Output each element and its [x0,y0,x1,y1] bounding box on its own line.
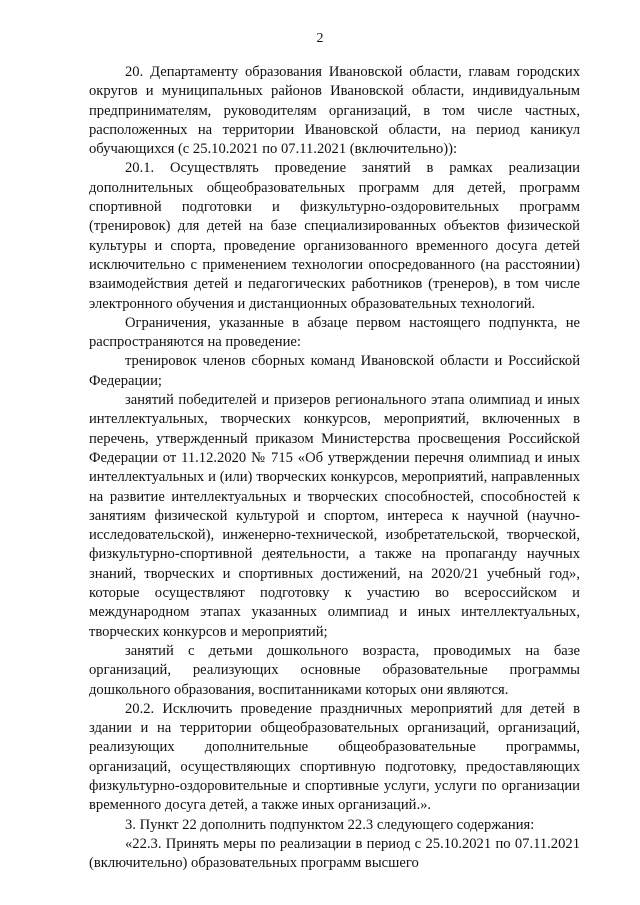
paragraph-subitem-22-3: «22.3. Принять меры по реализации в период с 25.10.2021 по 07.11.2021 (включительно) образовательных программ высшего [89,835,580,872]
page-number: 2 [316,31,324,46]
document-body [89,63,580,873]
paragraph-subitem-20-2: 20.2. Исключить проведение праздничных мероприятий для детей в здании и на территории общеобразовательных организаций, организаций, реализующих дополнительные общеобразовательные программы, организаций, осуществляющих спортивную подготовку, предоставляющих физкультурно-оздоровительные и спортивные услуги, услуги по организации временного досуга детей, а также иных организаций.». [89,700,580,814]
paragraph-exception-teams: тренировок членов сборных команд Ивановской области и Российской Федерации; [89,353,580,389]
paragraph-exception-preschool: занятий с детьми дошкольного возраста, проводимых на базе организаций, реализующих основные образовательные программы дошкольного образования, воспитанниками которых они являются. [89,642,580,698]
paragraph-restrictions-intro: Ограничения, указанные в абзаце первом настоящего подпункта, не распространяются на проведение: [89,314,580,351]
paragraph-exception-olympiad-winners: занятий победителей и призеров регионального этапа олимпиад и иных интеллектуальных, творческих конкурсов, мероприятий, включенных в перечень, утвержденный приказом Министерства просвещения Российской Федерации от 11.12.2020 № 715 «Об утверждении перечня олимпиад и иных интеллектуальных и (или) творческих конкурсов, мероприятий, направленных на развитие интеллектуальных и творческих способностей, способностей к занятиям физической культурой и спортом, интереса к научной (научно-исследовательской), инженерно-технической, изобретательской, творческой, физкультурно-спортивной деятельности, а также на пропаганду научных знаний, творческих и спортивных достижений, на 2020/21 учебный год», которые осуществляют подготовку к участию во всероссийском и международном этапах указанных олимпиад и иных интеллектуальных, творческих конкурсов и мероприятий; [89,392,580,640]
paragraph-subitem-20-1: 20.1. Осуществлять проведение занятий в рамках реализации дополнительных общеобразовательных программ для детей, программ спортивной подготовки и физкультурно-оздоровительных программ (тренировок) для детей на базе специализированных объектов физической культуры и спорта, проведение организованного временного досуга детей исключительно с применением технологии опосредованного (на расстоянии) взаимодействия детей и педагогических работников (тренеров), в том числе электронного обучения и дистанционных образовательных технологий. [89,160,580,312]
paragraph-item-3: 3. Пункт 22 дополнить подпунктом 22.3 следующего содержания: [125,816,535,833]
paragraph-item-20: 20. Департаменту образования Ивановской области, главам городских округов и муниципальных районов Ивановской области, индивидуальным предпринимателям, руководителям организаций, в том числе частных, расположенных на территории Ивановской области, на период каникул обучающихся (с 25.10.2021 по 07.11.2021 (включительно)): [89,64,580,158]
